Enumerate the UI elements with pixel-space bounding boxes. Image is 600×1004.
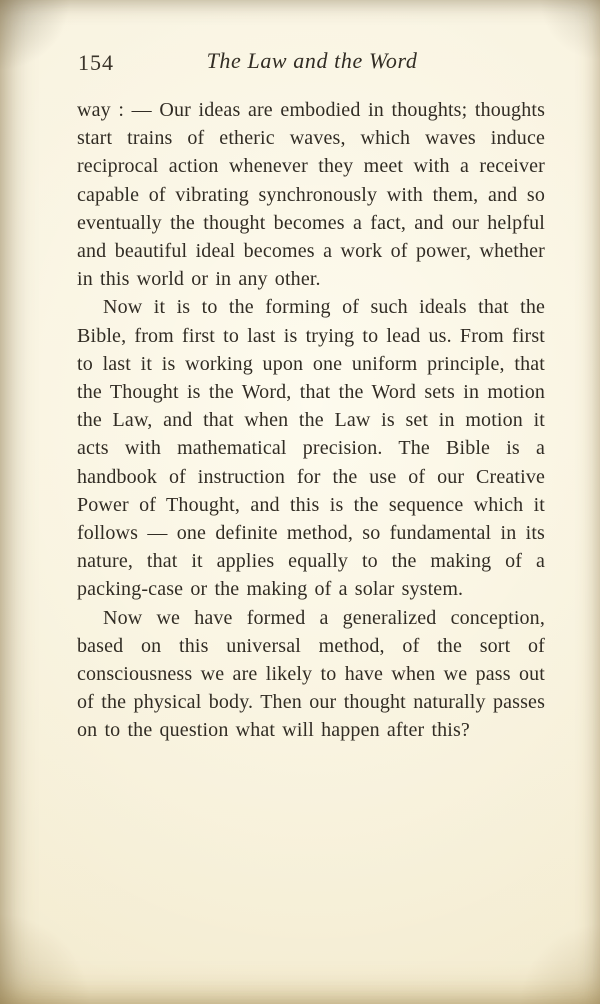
paragraph: way : — Our ideas are embodied in thoughts; thoughts start trains of etheric waves, which waves induce reciprocal action whenever they meet with a receiver capable of vibrating synchronously with them, and so eventually the thought becomes a fact, and our helpful and beautiful ideal becomes a work of power, whether in this world or in any other. [77, 99, 545, 291]
paragraph: Now we have formed a generalized conception, based on this universal method, of the sort of consciousness we are likely to have when we pass out of the physical body. Then our thought naturally passes on to the question what will happen after this? [77, 606, 545, 742]
running-title: The Law and the Word [206, 48, 418, 73]
page-number: 154 [78, 50, 114, 75]
paragraph: Now it is to the forming of such ideals that the Bible, from first to last is trying to lead us. From first to last it is working upon one uniform principle, that the Thought is the Word, that the Word sets in motion the Law, and that when the Law is set in motion it acts with mathematical precision. The Bible is a handbook of instruction for the use of our Creative Power of Thought, and this is the sequence which it follows — one definite method, so fundamental in its nature, that it applies equally to the making of a packing-case or the making of a solar system. [77, 296, 545, 601]
page-body [77, 96, 545, 745]
page-header [78, 48, 546, 78]
